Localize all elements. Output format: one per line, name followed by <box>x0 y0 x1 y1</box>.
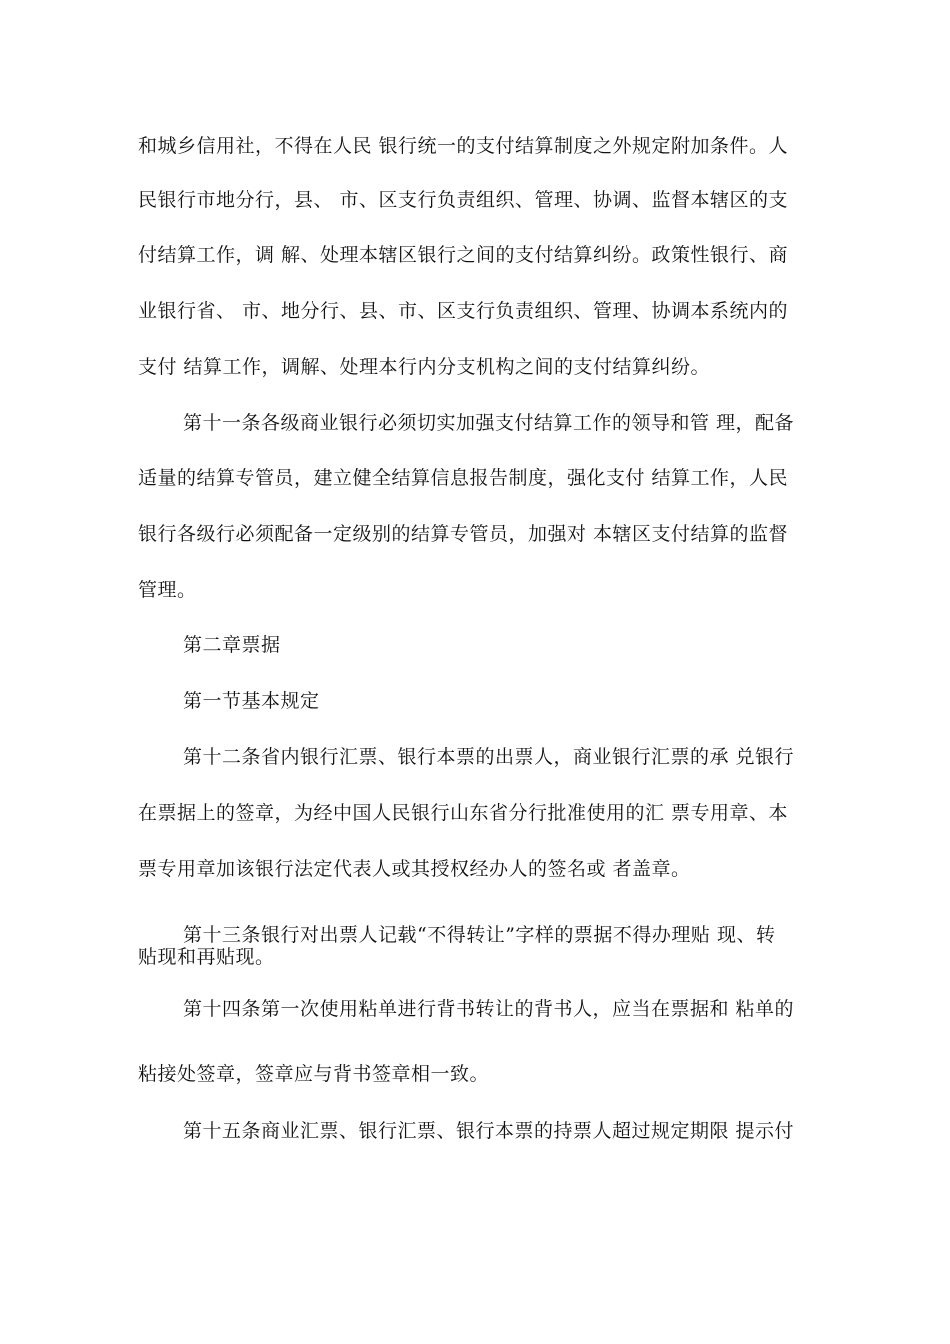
chapter-heading: 第二章票据 <box>183 634 281 656</box>
paragraph-line: 适量的结算专管员，建立健全结算信息报告制度，强化支付 结算工作，人民 <box>138 467 789 489</box>
paragraph-line: 支付 结算工作，调解、处理本行内分支机构之间的支付结算纠纷。 <box>138 356 711 378</box>
paragraph-line: 民银行市地分行，县、 市、区支行负责组织、管理、协调、监督本辖区的支 <box>138 189 789 211</box>
paragraph-line: 贴现和再贴现。 <box>138 946 275 968</box>
paragraph-line: 粘接处签章，签章应与背书签章相一致。 <box>138 1063 490 1085</box>
section-heading: 第一节基本规定 <box>183 690 320 712</box>
paragraph-line: 和城乡信用社，不得在人民 银行统一的支付结算制度之外规定附加条件。人 <box>138 135 789 157</box>
paragraph-line: 业银行省、 市、地分行、县、市、区支行负责组织、管理、协调本系统内的 <box>138 300 789 322</box>
paragraph-line: 银行各级行必须配备一定级别的结算专管员，加强对 本辖区支付结算的监督 <box>138 523 789 545</box>
article-12-line: 第十二条省内银行汇票、银行本票的出票人，商业银行汇票的承 兑银行 <box>183 746 795 768</box>
paragraph-line: 在票据上的签章，为经中国人民银行山东省分行批准使用的汇 票专用章、本 <box>138 802 789 824</box>
paragraph-line: 票专用章加该银行法定代表人或其授权经办人的签名或 者盖章。 <box>138 858 691 880</box>
article-11-line: 第十一条各级商业银行必须切实加强支付结算工作的领导和管 理，配备 <box>183 412 795 434</box>
article-13-line: 第十三条银行对出票人记载“不得转让”字样的票据不得办理贴 现、转 <box>183 924 776 946</box>
paragraph-line: 管理。 <box>138 579 197 601</box>
paragraph-line: 付结算工作，调 解、处理本辖区银行之间的支付结算纠纷。政策性银行、商 <box>138 244 789 266</box>
article-15-line: 第十五条商业汇票、银行汇票、银行本票的持票人超过规定期限 提示付 <box>183 1120 795 1142</box>
article-14-line: 第十四条第一次使用粘单进行背书转让的背书人，应当在票据和 粘单的 <box>183 998 795 1020</box>
